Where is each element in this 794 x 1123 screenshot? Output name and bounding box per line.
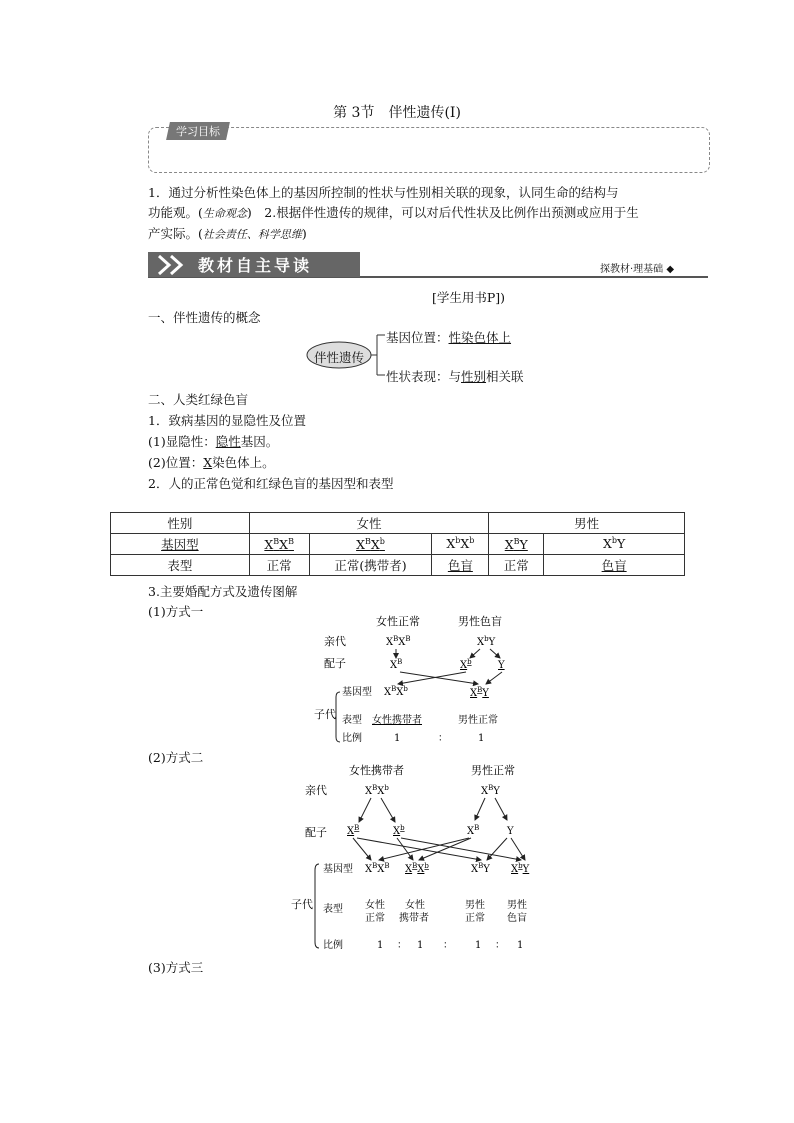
goals-text: 1．通过分析性染色体上的基因所控制的性状与性别相关联的现象，认同生命的结构与 功能观。(生命观念) 2.根据伴性遗传的规律，可以对后代性状及比例作出预测或应用于生 产实际。(社会责任、科学思维): [148, 185, 639, 241]
table-cell: 正常: [489, 555, 544, 576]
list-item: (1)显隐性：隐性基因。: [148, 434, 279, 449]
ratio: ：: [438, 733, 448, 744]
banner-title: 教材自主导读: [198, 256, 313, 275]
phenotype: 色盲: [507, 913, 527, 924]
subsection-heading: 1．致病基因的显隐性及位置: [148, 413, 306, 428]
table-cell: $X^bX^b$: [432, 534, 489, 555]
genotype: $X^BX^B$: [386, 635, 411, 648]
table-cell: $X^BX^b$: [309, 534, 432, 555]
banner-subtitle: 探教材·理基础 ◆: [600, 264, 675, 275]
table-row-label: 表型: [111, 555, 250, 576]
genotype: $X^BX^B$: [365, 862, 390, 875]
row-label: 配子: [305, 826, 327, 839]
table-cell: 色盲: [432, 555, 489, 576]
row-label: 表型: [323, 904, 343, 915]
table-row-label: 基因型: [111, 534, 250, 555]
row-label: 子代: [314, 708, 336, 721]
page-reference: [学生用书P]): [432, 290, 506, 305]
row-label: 表型: [342, 715, 362, 726]
genotype: $X^bY$: [511, 862, 530, 875]
phenotype: 携带者: [399, 913, 429, 924]
row-label: 基因型: [342, 687, 372, 698]
section-heading: 一、伴性遗传的概念: [148, 310, 261, 325]
genotype: $X^bY$: [477, 635, 496, 648]
cross-diagram-1: [300, 612, 560, 748]
row-label: 比例: [342, 733, 362, 744]
gamete: Y: [507, 826, 514, 837]
table-cell: 正常: [249, 555, 309, 576]
table-cell: 正常(携带者): [309, 555, 432, 576]
phenotype: 男性正常: [458, 715, 498, 726]
table-cell: $X^bY$: [544, 534, 685, 555]
ratio: ：: [443, 940, 453, 951]
goals-label: 学习目标: [166, 122, 230, 140]
male-label: 男性色盲: [458, 615, 502, 628]
ratio: 1: [394, 733, 401, 744]
phenotype: 女性: [365, 900, 385, 911]
female-label: 女性正常: [376, 615, 420, 628]
ratio: 1: [417, 940, 424, 951]
gamete: $X^b$: [460, 658, 472, 671]
ratio: 1: [475, 940, 482, 951]
chevron-icon: [155, 254, 195, 276]
genotype: $X^BX^b$: [405, 862, 429, 875]
concept-center: 伴性遗传: [314, 350, 365, 365]
mating-label: (2)方式二: [148, 750, 204, 765]
gamete: $X^b$: [393, 824, 405, 837]
table-cell: $X^BX^B$: [249, 534, 309, 555]
genotype: $X^BY$: [470, 686, 489, 699]
ratio: 1: [478, 733, 485, 744]
genotype-table: [110, 512, 685, 576]
gamete: $X^B$: [467, 824, 480, 837]
goals-box: [148, 127, 710, 173]
male-label: 男性正常: [471, 764, 515, 777]
genotype: $X^BX^b$: [365, 784, 389, 797]
row-label: 比例: [323, 940, 343, 951]
phenotype: 女性: [405, 900, 425, 911]
subsection-heading: 3.主要婚配方式及遗传图解: [148, 584, 298, 599]
page-title: 第 3节 伴性遗传(Ⅰ): [333, 105, 461, 121]
row-label: 亲代: [324, 635, 346, 648]
ratio: 1: [377, 940, 384, 951]
table-header: 女性: [249, 513, 489, 534]
table-cell: $X^BY$: [489, 534, 544, 555]
subsection-heading: 2．人的正常色觉和红绿色盲的基因型和表型: [148, 476, 394, 491]
mating-label: (1)方式一: [148, 604, 204, 619]
row-label: 亲代: [305, 784, 327, 797]
list-item: (2)位置：X染色体上。: [148, 455, 275, 470]
phenotype: 女性携带者: [372, 715, 422, 726]
table-cell: 色盲: [544, 555, 685, 576]
genotype: $X^BX^b$: [384, 685, 408, 698]
ratio: ：: [495, 940, 505, 951]
gene-position: 基因位置：性染色体上: [386, 330, 512, 345]
table-header: 男性: [489, 513, 685, 534]
row-label: 基因型: [323, 864, 353, 875]
phenotype: 正常: [465, 913, 485, 924]
gamete: Y: [498, 660, 505, 671]
phenotype: 正常: [365, 913, 385, 924]
gamete: $X^B$: [347, 824, 360, 837]
row-label: 子代: [291, 898, 313, 911]
ratio: ：: [397, 940, 407, 951]
gamete: $X^B$: [390, 658, 403, 671]
female-label: 女性携带者: [349, 764, 404, 777]
ratio: 1: [517, 940, 524, 951]
row-label: 配子: [324, 657, 346, 670]
cross-diagram-2: [285, 760, 555, 956]
trait-performance: 性状表现：与性别相关联: [386, 369, 524, 384]
genotype: $X^BY$: [481, 784, 500, 797]
phenotype: 男性: [465, 900, 485, 911]
table-header: 性别: [111, 513, 250, 534]
genotype: $X^BY$: [471, 862, 490, 875]
section-heading: 二、人类红绿色盲: [148, 392, 249, 407]
mating-label: (3)方式三: [148, 960, 204, 975]
phenotype: 男性: [507, 900, 527, 911]
